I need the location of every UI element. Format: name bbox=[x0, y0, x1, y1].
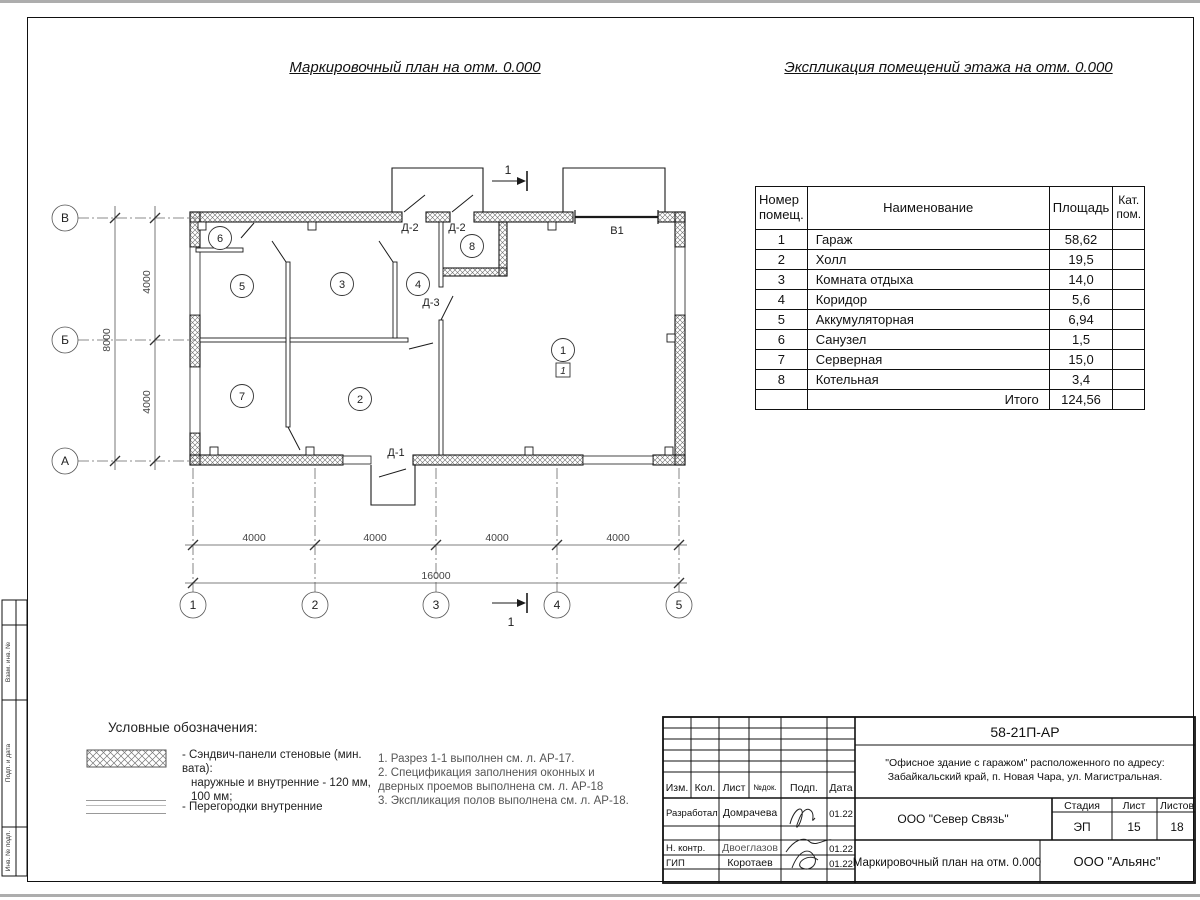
name-gip: Коротаев bbox=[727, 857, 773, 869]
strip-label-3: Инв. № подл. bbox=[5, 830, 12, 872]
axis-row-b: Б bbox=[61, 333, 69, 347]
role-ncontrol: Н. контр. bbox=[666, 843, 706, 854]
header-room-number: Номер помещ. bbox=[756, 187, 808, 230]
cell-area: 1,5 bbox=[1049, 330, 1113, 350]
col-list: Лист bbox=[722, 782, 746, 794]
dim-bottom-total: 16000 bbox=[421, 570, 451, 582]
legend-item-partition: - Перегородки внутренние bbox=[182, 801, 323, 813]
cell-cat bbox=[1113, 350, 1145, 370]
cell-name: Гараж bbox=[807, 230, 1049, 250]
door-label-d2a: Д-2 bbox=[401, 222, 419, 234]
room-marker-5: 5 bbox=[238, 281, 246, 293]
axis-row-a: А bbox=[60, 454, 70, 468]
cell-area: 58,62 bbox=[1049, 230, 1113, 250]
side-strip bbox=[2, 600, 27, 876]
name-ncontrol: Двоеглазов bbox=[722, 842, 778, 854]
col-kol: Кол. bbox=[694, 782, 716, 794]
total-value: 124,56 bbox=[1049, 390, 1113, 410]
table-row bbox=[756, 350, 1145, 370]
col-ndok: №док. bbox=[753, 783, 777, 792]
cell-area: 14,0 bbox=[1049, 270, 1113, 290]
gate-label-b1: В1 bbox=[610, 225, 624, 237]
dim-bottom-4: 4000 bbox=[606, 532, 630, 544]
plan-title: Маркировочный план на отм. 0.000 bbox=[289, 59, 541, 76]
date-gip: 01.22 bbox=[829, 859, 853, 870]
cell-cat bbox=[1113, 370, 1145, 390]
legend-title: Условные обозначения: bbox=[108, 720, 258, 735]
cell-area: 19,5 bbox=[1049, 250, 1113, 270]
title-block bbox=[663, 717, 1195, 883]
drawing-notes bbox=[378, 752, 638, 808]
axis-col-5: 5 bbox=[675, 598, 683, 612]
room-marker-2: 2 bbox=[356, 394, 364, 406]
header-name: Наименование bbox=[807, 187, 1049, 230]
cell-num: 1 bbox=[756, 230, 808, 250]
axis-row-v: В bbox=[60, 211, 70, 225]
table-row bbox=[756, 310, 1145, 330]
drawing-title: Маркировочный план на отм. 0.000 bbox=[852, 857, 1042, 869]
table-header-row bbox=[756, 187, 1145, 230]
sheet-value: 15 bbox=[1127, 820, 1141, 834]
explication-title: Экспликация помещений этажа на отм. 0.000 bbox=[784, 59, 1113, 76]
role-gip: ГИП bbox=[666, 858, 685, 869]
floor-type-marker: 1 bbox=[560, 366, 566, 377]
room-marker-1: 1 bbox=[559, 345, 567, 357]
door-label-d2b: Д-2 bbox=[448, 222, 466, 234]
table-row bbox=[756, 250, 1145, 270]
dim-left-2: 4000 bbox=[141, 390, 153, 414]
cell-area: 6,94 bbox=[1049, 310, 1113, 330]
dim-left-1: 4000 bbox=[141, 270, 153, 294]
role-developed: Разработал bbox=[666, 808, 718, 819]
cell-name: Холл bbox=[807, 250, 1049, 270]
cell-cat bbox=[1113, 230, 1145, 250]
section-marks bbox=[492, 163, 527, 629]
cell-cat bbox=[1113, 250, 1145, 270]
total-label: Итого bbox=[807, 390, 1049, 410]
dim-bottom-2: 4000 bbox=[363, 532, 387, 544]
door-label-d3: Д-3 bbox=[422, 297, 440, 309]
dim-bottom-1: 4000 bbox=[242, 532, 266, 544]
cell-name: Комната отдыха bbox=[807, 270, 1049, 290]
cell-cat bbox=[1113, 270, 1145, 290]
name-developed: Домрачева bbox=[722, 807, 778, 819]
cell-num: 2 bbox=[756, 250, 808, 270]
note-3: 3. Экспликация полов выполнена см. л. АР-18. bbox=[378, 795, 629, 807]
cell-empty bbox=[756, 390, 808, 410]
section-mark-bottom: 1 bbox=[507, 615, 515, 629]
door-leaves bbox=[238, 195, 476, 477]
sheets-label: Листов bbox=[1159, 800, 1195, 812]
note-2: 2. Спецификация заполнения оконных и дверных проемов выполнена см. л. АР-18 bbox=[378, 767, 604, 793]
cell-num: 8 bbox=[756, 370, 808, 390]
org2: ООО "Альянс" bbox=[1073, 854, 1161, 869]
stage-label: Стадия bbox=[1064, 800, 1100, 812]
col-data: Дата bbox=[829, 782, 853, 794]
cell-num: 6 bbox=[756, 330, 808, 350]
windows bbox=[190, 247, 685, 464]
table-total-row bbox=[756, 390, 1145, 410]
cell-cat bbox=[1113, 330, 1145, 350]
strip-label-1: Взам. инв. № bbox=[5, 641, 12, 683]
cell-empty bbox=[1113, 390, 1145, 410]
legend-item-sandwich bbox=[182, 748, 372, 804]
cell-num: 5 bbox=[756, 310, 808, 330]
table-row bbox=[756, 330, 1145, 350]
cell-num: 7 bbox=[756, 350, 808, 370]
room-marker-4: 4 bbox=[414, 279, 422, 291]
legend-item-sandwich-line2: наружные и внутренние - 120 мм, 100 мм; bbox=[191, 777, 371, 803]
axis-col-3: 3 bbox=[432, 598, 440, 612]
date-developed: 01.22 bbox=[829, 809, 853, 820]
project-line1: "Офисное здание с гаражом" расположенного по адресу: bbox=[885, 757, 1165, 769]
cell-name: Аккумуляторная bbox=[807, 310, 1049, 330]
date-ncontrol: 01.22 bbox=[829, 844, 853, 855]
signatures bbox=[786, 809, 832, 869]
room-marker-7: 7 bbox=[238, 391, 246, 403]
cell-name: Санузел bbox=[807, 330, 1049, 350]
cell-num: 4 bbox=[756, 290, 808, 310]
cell-name: Котельная bbox=[807, 370, 1049, 390]
col-podp: Подп. bbox=[790, 782, 818, 794]
col-izm: Изм. bbox=[665, 782, 689, 794]
stage-value: ЭП bbox=[1073, 820, 1091, 834]
room-markers bbox=[209, 227, 575, 411]
room-marker-8: 8 bbox=[468, 241, 476, 253]
cell-area: 5,6 bbox=[1049, 290, 1113, 310]
table-row bbox=[756, 290, 1145, 310]
axis-col-1: 1 bbox=[189, 598, 197, 612]
doc-number: 58-21П-АР bbox=[990, 724, 1060, 740]
explication-table bbox=[755, 186, 1145, 410]
legend-item-sandwich-line1: - Сэндвич-панели стеновые (мин. вата): bbox=[182, 749, 362, 775]
section-mark-top: 1 bbox=[504, 163, 512, 177]
cell-area: 15,0 bbox=[1049, 350, 1113, 370]
cell-name: Серверная bbox=[807, 350, 1049, 370]
table-row bbox=[756, 230, 1145, 250]
sheets-value: 18 bbox=[1170, 820, 1184, 834]
cell-cat bbox=[1113, 310, 1145, 330]
header-category: Кат. пом. bbox=[1113, 187, 1145, 230]
project-line2: Забайкальский край, п. Новая Чара, ул. Магистральная. bbox=[887, 771, 1163, 783]
dim-bottom-3: 4000 bbox=[485, 532, 509, 544]
door-label-d1: Д-1 bbox=[387, 447, 405, 459]
cell-area: 3,4 bbox=[1049, 370, 1113, 390]
sheet-label: Лист bbox=[1122, 800, 1146, 812]
header-area: Площадь bbox=[1049, 187, 1113, 230]
room-marker-3: 3 bbox=[338, 279, 346, 291]
axis-col-2: 2 bbox=[311, 598, 319, 612]
cell-cat bbox=[1113, 290, 1145, 310]
strip-label-2: Подп. и дата bbox=[5, 743, 12, 783]
legend-swatch-sandwich bbox=[86, 749, 168, 769]
org1: ООО "Север Связь" bbox=[897, 812, 1009, 826]
cell-num: 3 bbox=[756, 270, 808, 290]
dim-left-total: 8000 bbox=[101, 328, 113, 352]
axis-col-4: 4 bbox=[553, 598, 561, 612]
cell-name: Коридор bbox=[807, 290, 1049, 310]
table-row bbox=[756, 370, 1145, 390]
legend-swatch-partition bbox=[86, 800, 166, 814]
note-1: 1. Разрез 1-1 выполнен см. л. АР-17. bbox=[378, 753, 575, 765]
table-row bbox=[756, 270, 1145, 290]
room-marker-6: 6 bbox=[216, 233, 224, 245]
gate-b1 bbox=[575, 210, 658, 224]
interior-partitions bbox=[196, 222, 443, 455]
